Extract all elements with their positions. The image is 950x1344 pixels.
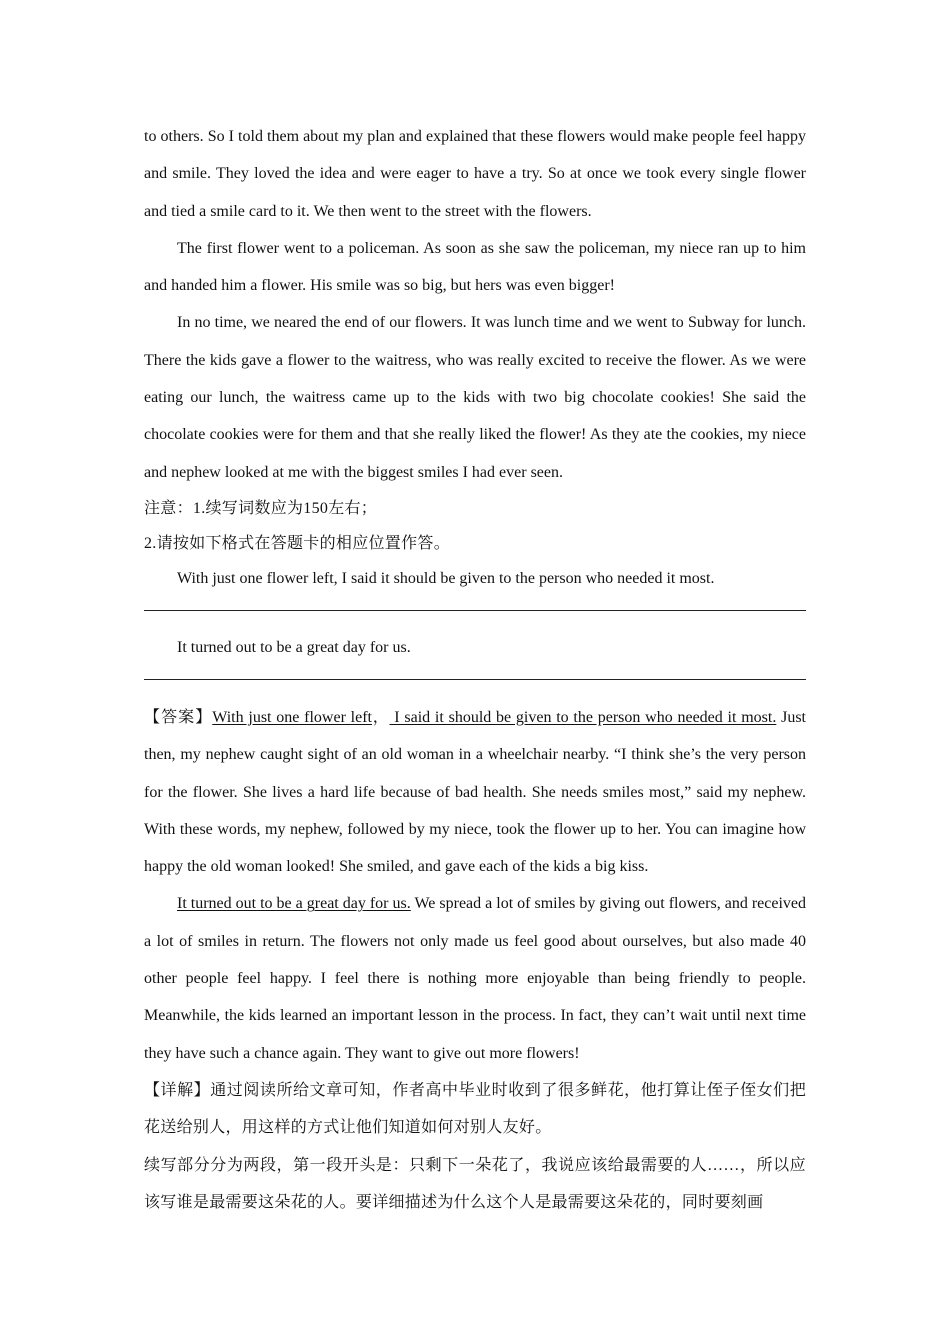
answer-label: 【答案】 bbox=[144, 708, 213, 726]
document-page bbox=[144, 118, 806, 1221]
answer-paragraph-2-text: We spread a lot of smiles by giving out flowers, and received a lot of smiles in return. The flowers not only made us feel good about ourselves, but also made 40 other people feel happy. I feel there is nothing more enjoyable than being friendly to people. Meanwhile, the kids learned an important lesson in the process. In fact, they can’t wait until next time they have such a chance again. They want to give out more flowers! bbox=[144, 895, 807, 1062]
passage-paragraph-1: to others. So I told them about my plan and explained that these flowers would make people feel happy and smile. They loved the idea and were eager to have a try. So at once we took every single flower and tied a smile card to it. We then went to the street with the flowers. bbox=[144, 128, 806, 220]
passage-paragraph-2: The first flower went to a policeman. As soon as she saw the policeman, my niece ran up to him and handed him a flower. His smile was so big, but hers was even bigger! bbox=[144, 239, 806, 295]
note-word-count: 注意：1.续写词数应为150左右； bbox=[144, 499, 378, 517]
answer-paragraph-1 bbox=[144, 699, 806, 885]
prompt-paragraph-1: With just one flower left, I said it should be given to the person who needed it most. bbox=[177, 569, 715, 587]
answer-line-1 bbox=[144, 610, 806, 611]
explanation-label: 【详解】 bbox=[144, 1081, 211, 1099]
explanation-paragraph-1 bbox=[144, 1072, 806, 1147]
answer-paragraph-1-text: Just then, my nephew caught sight of an old woman in a wheelchair nearby. “I think she’s the very person for the flower. She lives a hard life because of bad health. She needs smiles most,” said my nephew. With these words, my nephew, followed by my niece, took the flower up to her. You can imagine how happy the old woman looked! She smiled, and gave each of the kids a big kiss. bbox=[144, 708, 806, 876]
explanation-paragraph-2: 续写部分分为两段，第一段开头是：只剩下一朵花了，我说应该给最需要的人……，所以应该写谁是最需要这朵花的人。要详细描述为什么这个人是最需要这朵花的，同时要刻画 bbox=[144, 1156, 806, 1211]
prompt-paragraph-2: It turned out to be a great day for us. bbox=[177, 638, 411, 656]
explanation-text-1: 通过阅读所给文章可知，作者高中毕业时收到了很多鲜花，他打算让侄子侄女们把花送给别人，用这样的方式让他们知道如何对别人友好。 bbox=[144, 1081, 806, 1137]
answer-underlined-opening-a: With just one flower left bbox=[212, 708, 372, 726]
passage-paragraph-3: In no time, we neared the end of our flowers. It was lunch time and we went to Subway for lunch. There the kids gave a flower to the waitress, who was really excited to receive the flower. As we were eating our lunch, the waitress came up to the kids with two big chocolate cookies! She said the chocolate cookies were for them and that she really liked the flower! As they ate the cookies, my niece and nephew looked at me with the biggest smiles I had ever seen. bbox=[144, 314, 806, 481]
answer-underlined-opening-b: I said it should be given to the person who needed it most. bbox=[389, 708, 777, 726]
answer-line-2 bbox=[144, 679, 806, 680]
answer-separator: ， bbox=[371, 708, 390, 726]
note-format: 2.请按如下格式在答题卡的相应位置作答。 bbox=[144, 534, 451, 552]
answer-underlined-opening-2: It turned out to be a great day for us. bbox=[177, 895, 411, 913]
answer-paragraph-2 bbox=[144, 885, 806, 1071]
